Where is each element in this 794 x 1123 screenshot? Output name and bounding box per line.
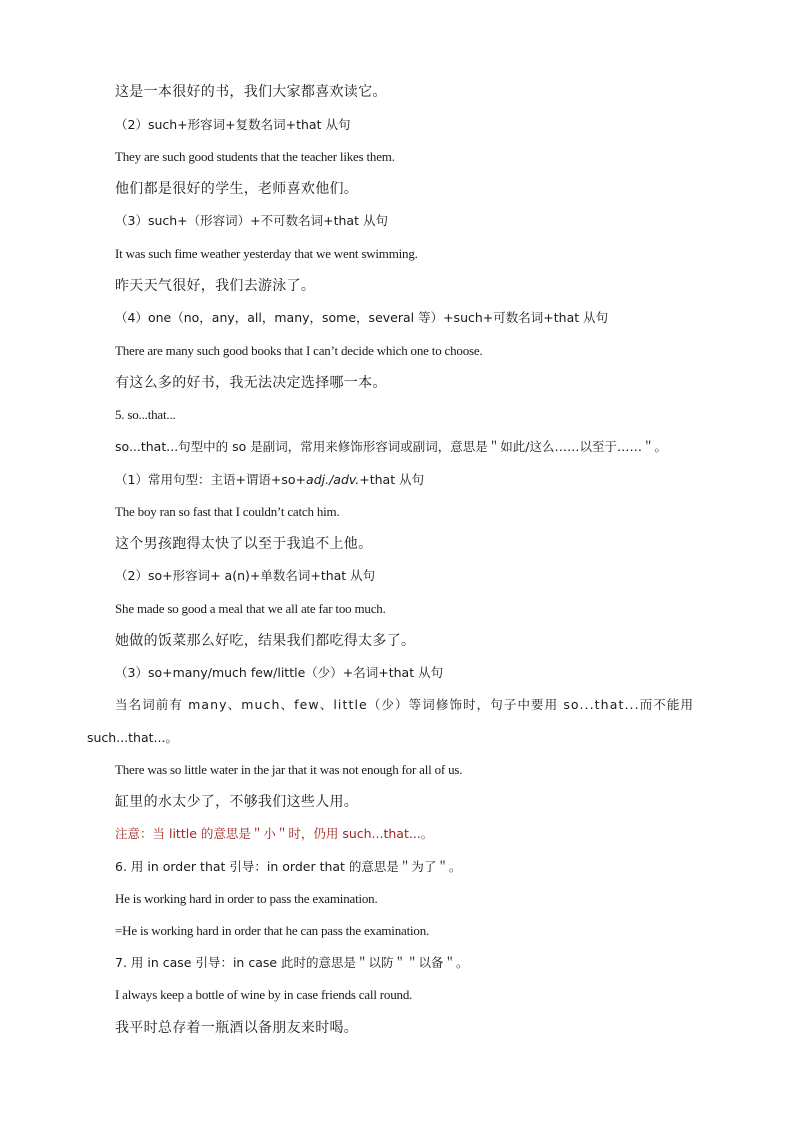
example-sentence: It was such fime weather yesterday that we went swimming. (115, 246, 418, 261)
pattern-heading: （2）so+形容词+ a(n)+单数名词+that 从句 (115, 568, 376, 583)
example-translation: 这个男孩跑得太快了以至于我追不上他。 (115, 536, 373, 552)
example-translation: 有这么多的好书，我无法决定选择哪一本。 (115, 375, 387, 391)
usage-note: 注意：当 little 的意思是＂小＂时，仍用 such...that...。 (115, 826, 434, 841)
example-translation: 昨天天气很好，我们去游泳了。 (115, 278, 316, 294)
pattern-heading: （4）one（no，any，all，many，some，several 等）+such+可数名词+that 从句 (115, 310, 609, 325)
example-sentence: There are many such good books that I can’t decide which one to choose. (115, 343, 483, 358)
example-sentence: =He is working hard in order that he can pass the examination. (115, 923, 430, 938)
pattern-heading: （3）such+（形容词）+不可数名词+that 从句 (115, 213, 388, 228)
section-explanation-continued: such...that...。 (87, 730, 178, 745)
section-explanation: so...that...句型中的 so 是副词，常用来修饰形容词或副词，意思是＂如此/这么……以至于……＂。 (115, 439, 667, 454)
pattern-heading-suffix: +that 从句 (359, 472, 425, 487)
example-translation: 我平时总存着一瓶酒以备朋友来时喝。 (115, 1020, 359, 1036)
pattern-heading: （3）so+many/much few/little（少）+名词+that 从句 (115, 665, 444, 680)
section-heading: 5. so...that... (115, 407, 176, 422)
example-sentence: I always keep a bottle of wine by in case friends call round. (115, 987, 413, 1002)
section-explanation: 当名词前有 many、much、few、little（少）等词修饰时，句子中要用 so...that...而不能用 (115, 697, 695, 712)
pattern-heading: （2）such+形容词+复数名词+that 从句 (115, 117, 351, 132)
section-heading: 6. 用 in order that 引导：in order that 的意思是＂为了＂。 (115, 859, 462, 874)
example-translation: 缸里的水太少了，不够我们这些人用。 (115, 794, 359, 810)
example-translation: 这是一本很好的书，我们大家都喜欢读它。 (115, 84, 387, 100)
example-sentence: He is working hard in order to pass the examination. (115, 891, 378, 906)
example-sentence: She made so good a meal that we all ate far too much. (115, 601, 386, 616)
example-sentence: There was so little water in the jar that it was not enough for all of us. (115, 762, 463, 777)
example-translation: 他们都是很好的学生，老师喜欢他们。 (115, 181, 359, 197)
example-sentence: They are such good students that the teacher likes them. (115, 149, 395, 164)
pattern-heading-prefix: （1）常用句型：主语+谓语+so+ (115, 472, 307, 487)
pattern-heading-italic: adj./adv. (306, 472, 360, 487)
example-sentence: The boy ran so fast that I couldn’t catch him. (115, 504, 340, 519)
example-translation: 她做的饭菜那么好吃，结果我们都吃得太多了。 (115, 633, 416, 649)
pattern-heading (115, 470, 424, 490)
section-heading: 7. 用 in case 引导：in case 此时的意思是＂以防＂＂以备＂。 (115, 955, 469, 970)
